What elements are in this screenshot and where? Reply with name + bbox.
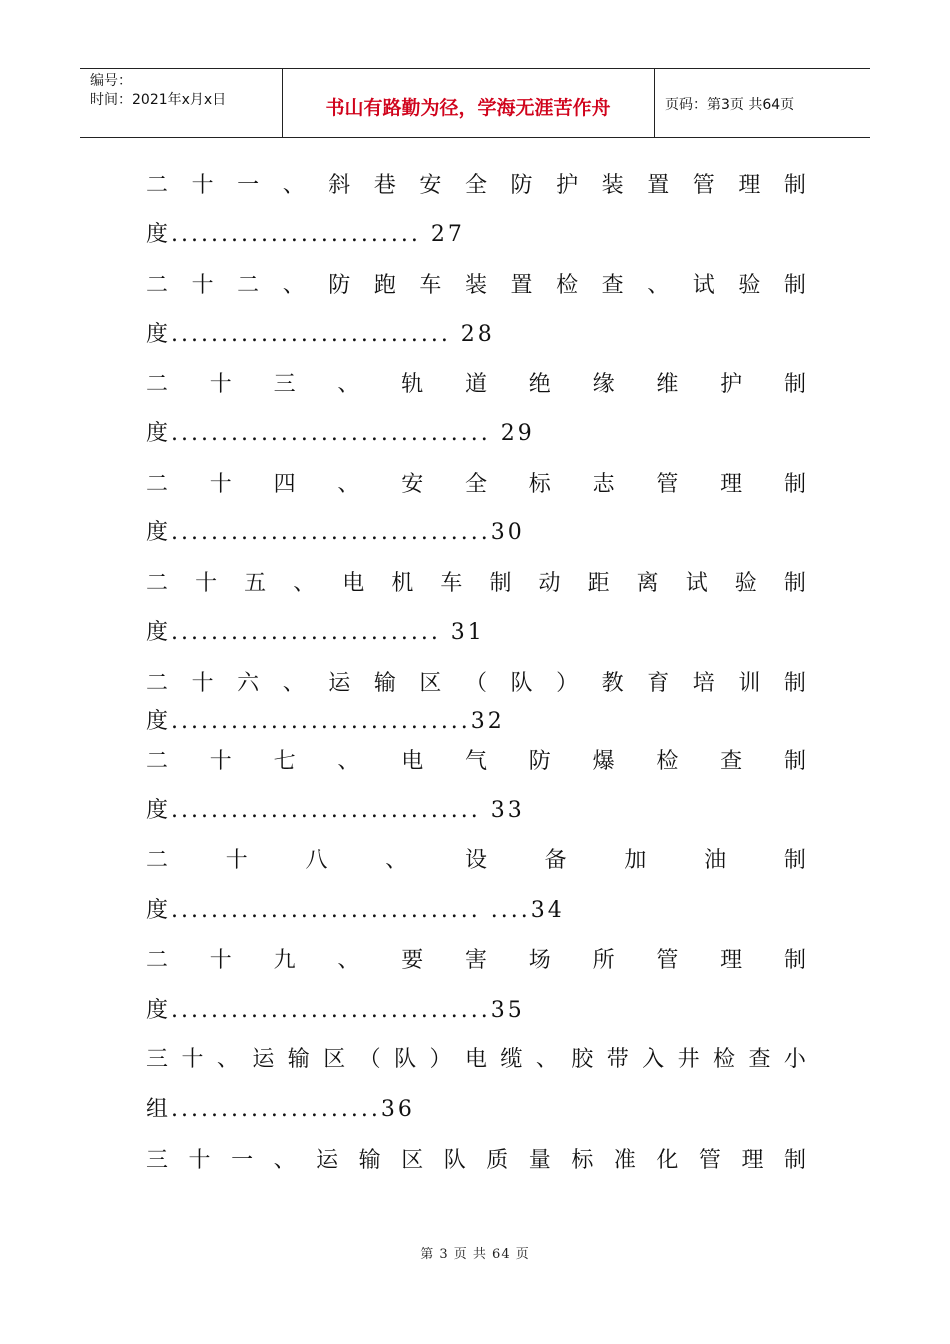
toc-title-char: 二 — [146, 948, 169, 973]
toc-title-char: 管 — [656, 948, 679, 973]
toc-title-char: 小 — [783, 1047, 806, 1072]
toc-title-char: 区 — [323, 1047, 346, 1072]
toc-title-char: 防 — [510, 173, 533, 198]
toc-title-char: 油 — [704, 848, 727, 873]
toc-title-char: 输 — [287, 1047, 310, 1072]
toc-title-char: 爆 — [592, 749, 615, 774]
toc-title-char: 一 — [231, 1148, 254, 1173]
toc-title-char: 管 — [698, 1148, 721, 1173]
toc-title-char: 运 — [328, 671, 351, 696]
toc-title-char: 七 — [273, 749, 296, 774]
toc-title-char: 检 — [556, 273, 579, 298]
toc-title-char: 制 — [783, 848, 806, 873]
toc-entry-title — [146, 270, 806, 302]
toc-title-char: 队 — [394, 1047, 417, 1072]
toc-title-char: 育 — [647, 671, 670, 696]
toc-title-char: 安 — [401, 472, 424, 497]
toc-title-char: 区 — [419, 671, 442, 696]
toc-title-char: 巷 — [373, 173, 396, 198]
toc-title-char: 制 — [783, 948, 806, 973]
toc-title-char: 入 — [642, 1047, 665, 1072]
toc-title-char: 电 — [342, 571, 365, 596]
toc-title-char: 机 — [391, 571, 414, 596]
toc-title-char: 培 — [692, 671, 715, 696]
toc-title-char: 设 — [464, 848, 487, 873]
toc-title-char: 、 — [337, 749, 360, 774]
toc-title-char: 输 — [373, 671, 396, 696]
toc-title-char: 绝 — [528, 372, 551, 397]
toc-title-char: 、 — [337, 948, 360, 973]
toc-entry-title — [146, 845, 806, 877]
toc-title-char: 十 — [191, 273, 214, 298]
toc-title-char: 、 — [273, 1148, 296, 1173]
toc-entry-page-ref: 度........................... 31 — [146, 620, 485, 645]
toc-title-char: 备 — [544, 848, 567, 873]
toc-entry-title — [146, 1044, 806, 1076]
toc-entry-title — [146, 945, 806, 977]
toc-entry-title — [146, 1145, 806, 1177]
toc-title-char: 验 — [738, 273, 761, 298]
toc-title-char: 道 — [464, 372, 487, 397]
toc-title-char: 轨 — [401, 372, 424, 397]
toc-title-char: 理 — [738, 173, 761, 198]
toc-title-char: 离 — [636, 571, 659, 596]
toc-title-char: 斜 — [328, 173, 351, 198]
toc-entry-page-ref: 度..............................32 — [146, 709, 505, 734]
toc-title-char: 全 — [464, 173, 487, 198]
toc-title-char: 、 — [282, 273, 305, 298]
toc-title-char: 查 — [601, 273, 624, 298]
toc-entry-page-ref: 度................................30 — [146, 520, 525, 545]
toc-title-char: 查 — [720, 749, 743, 774]
toc-title-char: （ — [464, 671, 487, 696]
toc-title-char: 、 — [216, 1047, 239, 1072]
toc-title-char: 二 — [146, 671, 169, 696]
toc-title-char: 井 — [677, 1047, 700, 1072]
toc-title-char: 二 — [146, 848, 169, 873]
toc-title-char: 十 — [188, 1148, 211, 1173]
toc-title-char: 防 — [328, 273, 351, 298]
toc-title-char: 置 — [647, 173, 670, 198]
toc-title-char: 五 — [244, 571, 267, 596]
toc-title-char: 八 — [305, 848, 328, 873]
toc-title-char: 、 — [535, 1047, 558, 1072]
toc-entry-page-ref: 度............................... ....34 — [146, 898, 565, 923]
toc-title-char: 管 — [692, 173, 715, 198]
toc-entry-page-ref: 度................................ 29 — [146, 421, 535, 446]
toc-title-char: 制 — [783, 173, 806, 198]
toc-title-char: 场 — [528, 948, 551, 973]
toc-title-char: 十 — [191, 671, 214, 696]
toc-title-char: 二 — [146, 749, 169, 774]
toc-title-char: 三 — [146, 1047, 169, 1072]
toc-entry-title — [146, 170, 806, 202]
toc-title-char: ） — [556, 671, 579, 696]
toc-title-char: 防 — [528, 749, 551, 774]
toc-title-char: 害 — [464, 948, 487, 973]
toc-title-char: 试 — [692, 273, 715, 298]
page-footer: 第 3 页 共 64 页 — [420, 1247, 530, 1262]
toc-title-char: 教 — [601, 671, 624, 696]
toc-title-char: 理 — [741, 1148, 764, 1173]
document-time-label: 时间：2021年x月x日 — [90, 92, 227, 108]
toc-title-char: 十 — [209, 372, 232, 397]
toc-title-char: （ — [358, 1047, 381, 1072]
toc-title-char: 十 — [209, 472, 232, 497]
toc-title-char: 电 — [464, 1047, 487, 1072]
toc-title-char: 质 — [486, 1148, 509, 1173]
toc-title-char: 跑 — [373, 273, 396, 298]
toc-title-char: 加 — [624, 848, 647, 873]
toc-title-char: 十 — [209, 749, 232, 774]
document-number-label: 编号： — [90, 73, 132, 89]
header-motto-cell — [282, 69, 655, 137]
toc-title-char: 管 — [656, 472, 679, 497]
toc-title-char: 输 — [358, 1148, 381, 1173]
toc-title-char: 标 — [571, 1148, 594, 1173]
toc-title-char: 二 — [146, 173, 169, 198]
toc-entry-title — [146, 668, 806, 700]
toc-title-char: 、 — [282, 671, 305, 696]
toc-title-char: 制 — [783, 671, 806, 696]
toc-title-char: 气 — [464, 749, 487, 774]
toc-title-char: 检 — [656, 749, 679, 774]
toc-entry-title — [146, 369, 806, 401]
toc-title-char: 区 — [401, 1148, 424, 1173]
toc-title-char: 动 — [538, 571, 561, 596]
toc-title-char: 要 — [401, 948, 424, 973]
header-page-cell — [655, 69, 870, 137]
toc-title-char: 试 — [685, 571, 708, 596]
toc-title-char: 所 — [592, 948, 615, 973]
toc-title-char: 十 — [191, 173, 214, 198]
toc-title-char: 三 — [273, 372, 296, 397]
toc-title-char: 二 — [146, 372, 169, 397]
toc-title-char: 十 — [225, 848, 248, 873]
toc-title-char: 十 — [181, 1047, 204, 1072]
header-page-code: 页码：第3页 共64页 — [665, 97, 795, 113]
toc-title-char: 制 — [783, 571, 806, 596]
toc-title-char: 车 — [440, 571, 463, 596]
toc-title-char: 队 — [443, 1148, 466, 1173]
toc-title-char: 理 — [720, 472, 743, 497]
document-header — [80, 68, 870, 138]
toc-entry-title — [146, 568, 806, 600]
toc-title-char: 制 — [783, 273, 806, 298]
toc-entry-page-ref: 度......................... 27 — [146, 222, 465, 247]
toc-title-char: 电 — [401, 749, 424, 774]
toc-title-char: 验 — [734, 571, 757, 596]
toc-title-char: 三 — [146, 1148, 169, 1173]
toc-title-char: 化 — [656, 1148, 679, 1173]
header-motto: 书山有路勤为径，学海无涯苦作舟 — [325, 97, 611, 119]
toc-title-char: 九 — [273, 948, 296, 973]
toc-title-char: 护 — [720, 372, 743, 397]
toc-title-char: 二 — [146, 273, 169, 298]
toc-title-char: 二 — [146, 571, 169, 596]
toc-title-char: 标 — [528, 472, 551, 497]
toc-title-char: 理 — [720, 948, 743, 973]
toc-title-char: 、 — [385, 848, 408, 873]
toc-title-char: 、 — [293, 571, 316, 596]
toc-title-char: 二 — [146, 472, 169, 497]
toc-title-char: 车 — [419, 273, 442, 298]
header-meta-cell — [80, 69, 283, 137]
toc-title-char: 十 — [209, 948, 232, 973]
toc-title-char: 量 — [528, 1148, 551, 1173]
toc-title-char: 制 — [783, 1148, 806, 1173]
toc-title-char: 装 — [464, 273, 487, 298]
toc-title-char: 、 — [337, 372, 360, 397]
toc-title-char: 护 — [556, 173, 579, 198]
toc-title-char: 十 — [195, 571, 218, 596]
toc-title-char: 制 — [489, 571, 512, 596]
toc-title-char: 训 — [738, 671, 761, 696]
toc-title-char: 六 — [237, 671, 260, 696]
toc-title-char: 缘 — [592, 372, 615, 397]
toc-title-char: 装 — [601, 173, 624, 198]
toc-title-char: 维 — [656, 372, 679, 397]
toc-title-char: 四 — [273, 472, 296, 497]
toc-title-char: 安 — [419, 173, 442, 198]
toc-title-char: 二 — [237, 273, 260, 298]
toc-title-char: 制 — [783, 749, 806, 774]
toc-title-char: 查 — [748, 1047, 771, 1072]
toc-title-char: 制 — [783, 472, 806, 497]
toc-entry-page-ref: 度................................35 — [146, 998, 525, 1023]
toc-entry-title — [146, 746, 806, 778]
toc-title-char: 全 — [464, 472, 487, 497]
toc-title-char: 、 — [282, 173, 305, 198]
toc-title-char: 运 — [316, 1148, 339, 1173]
toc-entry-page-ref: 组.....................36 — [146, 1097, 415, 1122]
toc-title-char: 准 — [613, 1148, 636, 1173]
toc-title-char: 队 — [510, 671, 533, 696]
toc-title-char: 一 — [237, 173, 260, 198]
toc-title-char: 制 — [783, 372, 806, 397]
toc-title-char: 缆 — [500, 1047, 523, 1072]
toc-title-char: 、 — [647, 273, 670, 298]
toc-title-char: 检 — [713, 1047, 736, 1072]
toc-title-char: 带 — [606, 1047, 629, 1072]
toc-title-char: ） — [429, 1047, 452, 1072]
toc-title-char: 置 — [510, 273, 533, 298]
toc-title-char: 、 — [337, 472, 360, 497]
toc-title-char: 运 — [252, 1047, 275, 1072]
toc-entry-page-ref: 度............................... 33 — [146, 798, 525, 823]
toc-title-char: 距 — [587, 571, 610, 596]
toc-entry-title — [146, 469, 806, 501]
toc-title-char: 胶 — [571, 1047, 594, 1072]
toc-title-char: 志 — [592, 472, 615, 497]
toc-entry-page-ref: 度............................ 28 — [146, 322, 495, 347]
